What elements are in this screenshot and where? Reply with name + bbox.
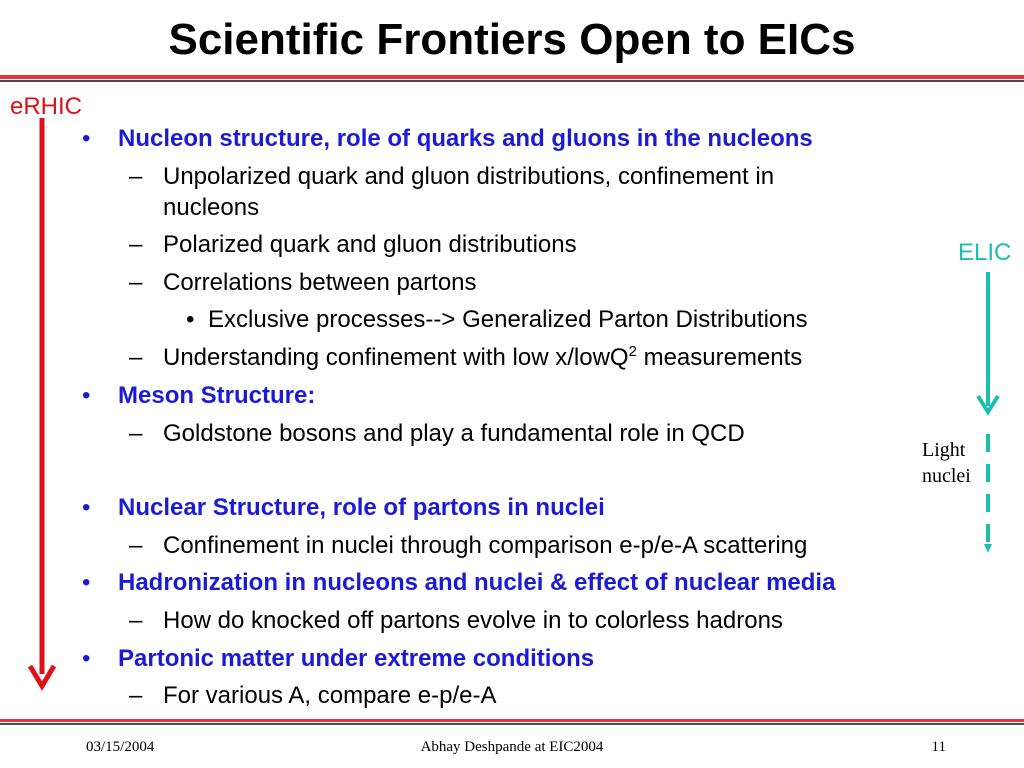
bullet-text: Meson Structure: bbox=[118, 382, 316, 409]
sub-bullet-goldstone bbox=[129, 419, 745, 449]
bullet-text: Understanding confinement with low x/lowQ bbox=[163, 344, 629, 371]
bullet-meson-structure bbox=[82, 381, 316, 411]
sub-sub-bullet-exclusive bbox=[186, 305, 808, 335]
bullet-text: Polarized quark and gluon distributions bbox=[163, 231, 577, 258]
bullet-text: Exclusive processes--> Generalized Parton Distributions bbox=[208, 306, 808, 333]
light-nuclei-line1: Light bbox=[922, 439, 966, 461]
bullet-partonic-matter bbox=[82, 644, 595, 674]
bullet-text-tail: measurements bbox=[636, 344, 803, 371]
superscript: 2 bbox=[628, 343, 637, 360]
dash-marker: – bbox=[129, 532, 143, 559]
sub-bullet-unpolarized-continued bbox=[163, 193, 259, 223]
dash-marker: – bbox=[129, 344, 143, 371]
bullet-text: Correlations between partons bbox=[163, 269, 477, 296]
bullet-marker: • bbox=[82, 494, 91, 521]
sub-bullet-confinement-nuclei bbox=[129, 531, 808, 561]
sub-bullet-confinement-lowx bbox=[129, 343, 803, 373]
sub-bullet-polarized bbox=[129, 230, 577, 260]
footer-rule-red bbox=[0, 719, 1024, 722]
bullet-marker: • bbox=[82, 569, 91, 596]
dash-marker: – bbox=[129, 163, 143, 190]
bullet-text: For various A, compare e-p/e-A bbox=[163, 682, 497, 709]
dash-marker: – bbox=[129, 682, 143, 709]
bullet-text: Hadronization in nucleons and nuclei & effect of nuclear media bbox=[118, 569, 836, 596]
bullet-text: Partonic matter under extreme conditions bbox=[118, 645, 595, 672]
bullet-text: How do knocked off partons evolve in to colorless hadrons bbox=[163, 607, 783, 634]
bullet-nuclear-structure bbox=[82, 493, 605, 523]
erhic-label: eRHIC bbox=[10, 93, 83, 120]
footer-rule-dark bbox=[0, 723, 1024, 725]
bullet-marker: • bbox=[82, 125, 91, 152]
bullet-text: Goldstone bosons and play a fundamental role in QCD bbox=[163, 420, 745, 447]
footer-author: Abhay Deshpande at EIC2004 bbox=[420, 739, 604, 755]
dash-marker: – bbox=[129, 269, 143, 296]
bullet-text: nucleons bbox=[163, 194, 260, 221]
light-nuclei-line2: nuclei bbox=[922, 465, 971, 487]
elic-label: ELIC bbox=[958, 239, 1012, 266]
sub-bullet-knocked-partons bbox=[129, 606, 783, 636]
bullet-text: Nuclear Structure, role of partons in nuclei bbox=[118, 494, 605, 521]
bullet-marker: • bbox=[82, 645, 91, 672]
footer-page-number: 11 bbox=[931, 739, 946, 755]
footer-date: 03/15/2004 bbox=[86, 739, 155, 755]
bullet-text: Nucleon structure, role of quarks and gluons in the nucleons bbox=[118, 125, 813, 152]
dash-marker: – bbox=[129, 420, 143, 447]
sub-bullet-correlations bbox=[129, 268, 477, 298]
bullet-text: Confinement in nuclei through comparison e-p/e-A scattering bbox=[163, 532, 808, 559]
slide-title: Scientific Frontiers Open to EICs bbox=[168, 15, 856, 64]
bullet-nucleon-structure bbox=[82, 124, 813, 154]
bullet-text: Unpolarized quark and gluon distributions, confinement in bbox=[163, 163, 775, 190]
sub-bullet-unpolarized bbox=[129, 162, 775, 192]
bullet-marker: • bbox=[186, 306, 195, 333]
sub-bullet-various-a bbox=[129, 681, 497, 711]
bullet-marker: • bbox=[82, 382, 91, 409]
bullet-hadronization bbox=[82, 568, 836, 598]
dash-marker: – bbox=[129, 607, 143, 634]
dash-marker: – bbox=[129, 231, 143, 258]
